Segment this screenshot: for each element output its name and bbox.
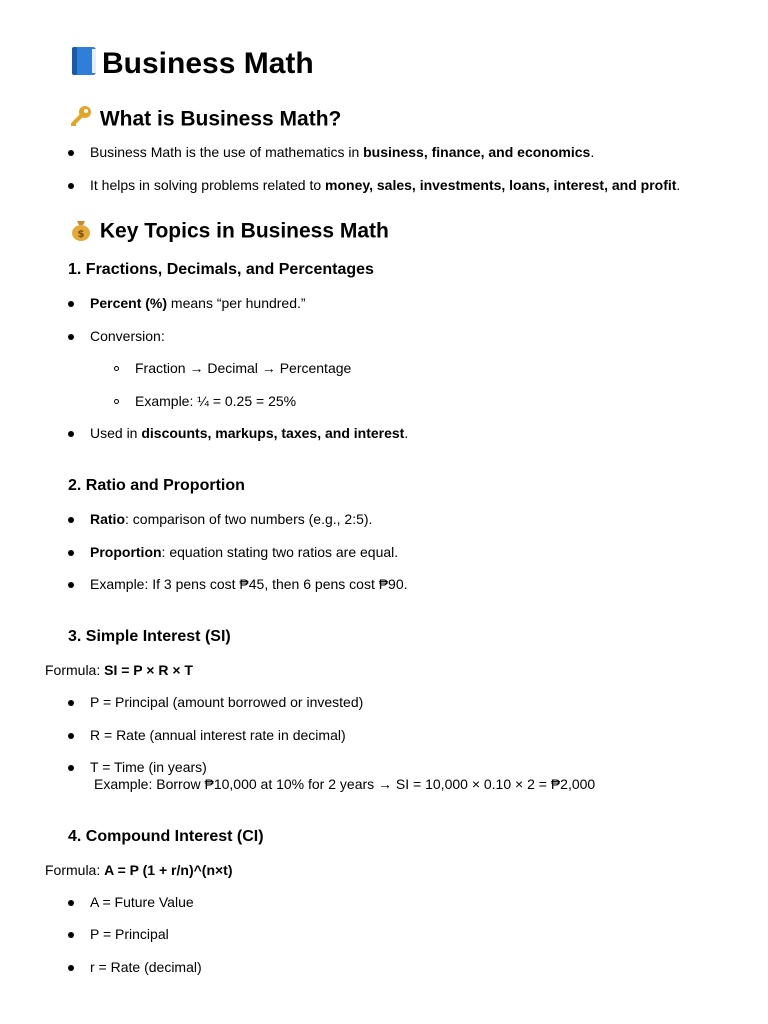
list-item: Example: If 3 pens cost ₱45, then 6 pens cost ₱90. [90,576,408,592]
list-item: Ratio: comparison of two numbers (e.g., 2:5). [90,511,373,527]
list-item: r = Rate (decimal) [90,959,202,975]
list-item: R = Rate (annual interest rate in decimal) [90,727,346,743]
sub-list-item: Example: ¼ = 0.25 = 25% [135,393,297,409]
example-line: Example: Borrow ₱10,000 at 10% for 2 years → SI = 10,000 × 0.10 × 2 = ₱2,000 [94,776,596,792]
subsection-heading: 1. Fractions, Decimals, and Percentages [68,261,374,278]
list-item: P = Principal [90,926,169,942]
bullet [68,334,74,340]
list-item: Business Math is the use of mathematics in business, finance, and economics. [90,144,595,160]
list-item: It helps in solving problems related to money, sales, investments, loans, interest, and profit. [90,177,681,193]
sub-bullet [114,366,119,371]
bullet [68,932,74,938]
section-heading-key-topics: $ Key Topics in Business Math [68,216,389,248]
subsection-heading: 2. Ratio and Proportion [68,477,245,494]
svg-text:$: $ [77,229,85,240]
bullet [68,765,74,771]
formula-line: Formula: A = P (1 + r/n)^(n×t) [45,862,233,878]
list-item: Used in discounts, markups, taxes, and interest. [90,425,409,441]
list-item: Percent (%) means “per hundred.” [90,295,306,311]
section-heading-what: What is Business Math? [68,104,341,136]
bullet [68,550,74,556]
list-item: P = Principal (amount borrowed or invested) [90,694,364,710]
key-icon [68,104,94,136]
bullet [68,517,74,523]
list-item: Conversion: [90,328,165,344]
subsection-heading: 4. Compound Interest (CI) [68,828,264,845]
subsection-heading: 3. Simple Interest (SI) [68,628,231,645]
list-item: A = Future Value [90,894,194,910]
money-bag-icon [68,216,94,248]
bullet [68,582,74,588]
book-icon [68,44,102,86]
bullet [68,965,74,971]
bullet [68,301,74,307]
bullet [68,431,74,437]
list-item: T = Time (in years) [90,759,207,775]
bullet [68,900,74,906]
sub-list-item: Fraction → Decimal → Percentage [135,360,352,376]
list-item: Proportion: equation stating two ratios are equal. [90,544,399,560]
bullet [68,733,74,739]
bullet [68,183,74,189]
bullet [68,700,74,706]
formula-line: Formula: SI = P × R × T [45,662,193,678]
sub-bullet [114,399,119,404]
page-title: Business Math [68,44,314,86]
bullet [68,150,74,156]
